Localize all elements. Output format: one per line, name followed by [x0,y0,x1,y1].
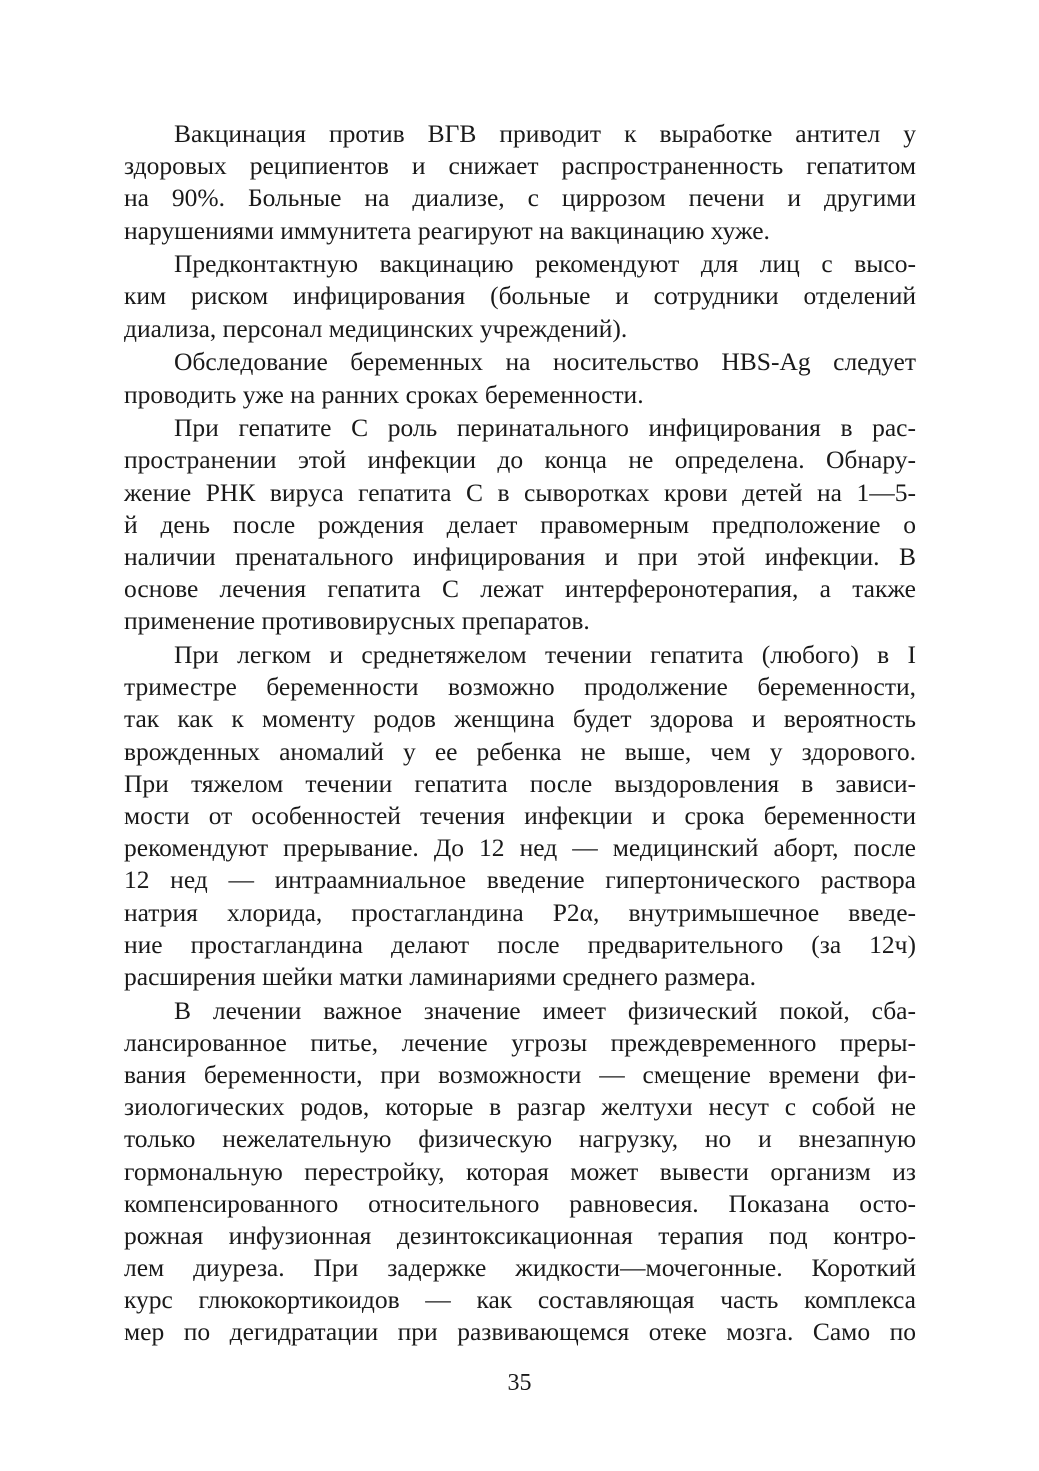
text-line: расширения шейки матки ламинариями среднего размера. [124,961,757,991]
text-line: так как к моменту родов женщина будет здорова и вероятность [124,704,916,734]
text-line: зиологических родов, которые в разгар желтухи несут с собой не [124,1092,916,1122]
text-line: й день после рождения делает правомерным предположение о [124,509,916,539]
text-line: здоровых реципиентов и снижает распространенность гепатитом [124,151,916,181]
text-line: В лечении важное значение имеет физический покой, сба- [174,995,916,1025]
text-line: основе лечения гепатита С лежат интерферонотерапия, а также [124,574,916,604]
text-line: Вакцинация против ВГВ приводит к выработке антител у [174,119,916,148]
text-line: При тяжелом течении гепатита после выздоровления в зависи- [124,768,916,798]
paragraph-4 [124,412,916,637]
text-line: жение РНК вируса гепатита С в сыворотках крови детей на 1—5- [124,477,916,507]
paragraph-2 [124,248,916,345]
text-line: врожденных аномалий у ее ребенка не выше, чем у здорового. [124,736,916,766]
text-line: нарушениями иммунитета реагируют на вакцинацию хуже. [124,215,770,245]
text-line: рекомендуют прерывание. До 12 нед — медицинский аборт, после [124,833,916,863]
text-line: Предконтактную вакцинацию рекомендуют для лиц с высо- [174,249,916,279]
paragraph-5 [124,639,916,993]
page-body [124,118,916,1350]
page-number: 35 [507,1370,532,1396]
text-line: мости от особенностей течения инфекции и срока беременности [124,800,916,830]
text-line: диализа, персонал медицинских учреждений). [124,313,628,343]
text-line: вания беременности, при возможности — смещение времени фи- [124,1059,916,1089]
text-line: пространении этой инфекции до конца не определена. Обнару- [124,445,916,475]
text-line: лансированное питье, лечение угрозы преждевременного преры- [124,1027,916,1057]
text-line: триместре беременности возможно продолжение беременности, [124,672,916,702]
text-line: гормональную перестройку, которая может вывести организм из [124,1156,916,1186]
text-line: на 90%. Больные на диализе, с циррозом печени и другими [124,183,916,213]
text-line: курс глюкокортикоидов — как составляющая часть комплекса [124,1285,916,1315]
text-line: натрия хлорида, простагландина Р2α, внутримышечное введе- [124,897,916,927]
paragraph-6 [124,995,916,1349]
text-line: только нежелательную физическую нагрузку, но и внезапную [124,1124,916,1154]
text-line: наличии пренатального инфицирования и при этой инфекции. В [124,541,916,571]
text-line: 12 нед — интраамниальное введение гипертонического раствора [124,865,916,895]
text-line: компенсированного относительного равновесия. Показана осто- [124,1188,916,1218]
text-line: мер по дегидратации при развивающемся отеке мозга. Само по [124,1317,916,1347]
text-line: Обследование беременных на носительство HBS-Ag следует [174,347,916,377]
paragraph-3 [124,346,916,410]
text-line: При легком и среднетяжелом течении гепатита (любого) в I [174,640,916,669]
text-line: лем диуреза. При задержке жидкости—мочегонные. Короткий [124,1253,916,1283]
text-line: применение противовирусных препаратов. [124,606,590,636]
text-line: ние простагландина делают после предварительного (за 12ч) [124,929,916,959]
paragraph-1 [124,118,916,247]
text-line: ким риском инфицирования (больные и сотрудники отделений [124,281,916,311]
text-line: рожная инфузионная дезинтоксикационная терапия под контро- [124,1220,916,1250]
text-line: При гепатите С роль перинатального инфицирования в рас- [174,413,916,443]
text-line: проводить уже на ранних сроках беременности. [124,379,644,409]
